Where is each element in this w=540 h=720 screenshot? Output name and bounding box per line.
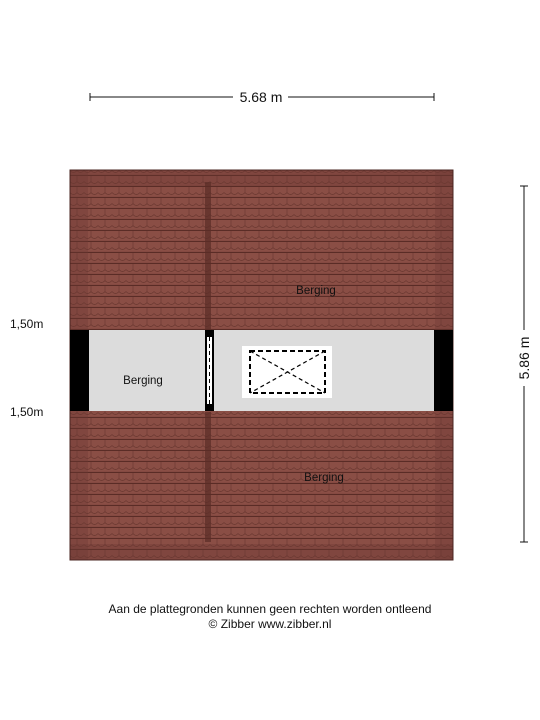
hatch-icon: [242, 346, 332, 398]
left-wall: [70, 330, 89, 411]
room-label-middle-left: Berging: [123, 375, 163, 387]
width-dimension: [90, 89, 434, 105]
strip-height-lower-label: 1,50m: [10, 405, 44, 419]
room-label-bottom-right: Berging: [304, 472, 344, 484]
depth-label: 5.86 m: [516, 336, 532, 380]
copyright-text: © Zibber www.zibber.nl: [208, 617, 332, 631]
disclaimer-text: Aan de plattegronden kunnen geen rechten worden ontleend: [108, 602, 432, 616]
depth-dimension: [516, 186, 532, 542]
strip-height-upper-label: 1,50m: [10, 317, 44, 331]
width-label: 5.68 m: [239, 89, 283, 105]
room-label-top-right: Berging: [296, 285, 336, 297]
right-wall: [434, 330, 453, 411]
